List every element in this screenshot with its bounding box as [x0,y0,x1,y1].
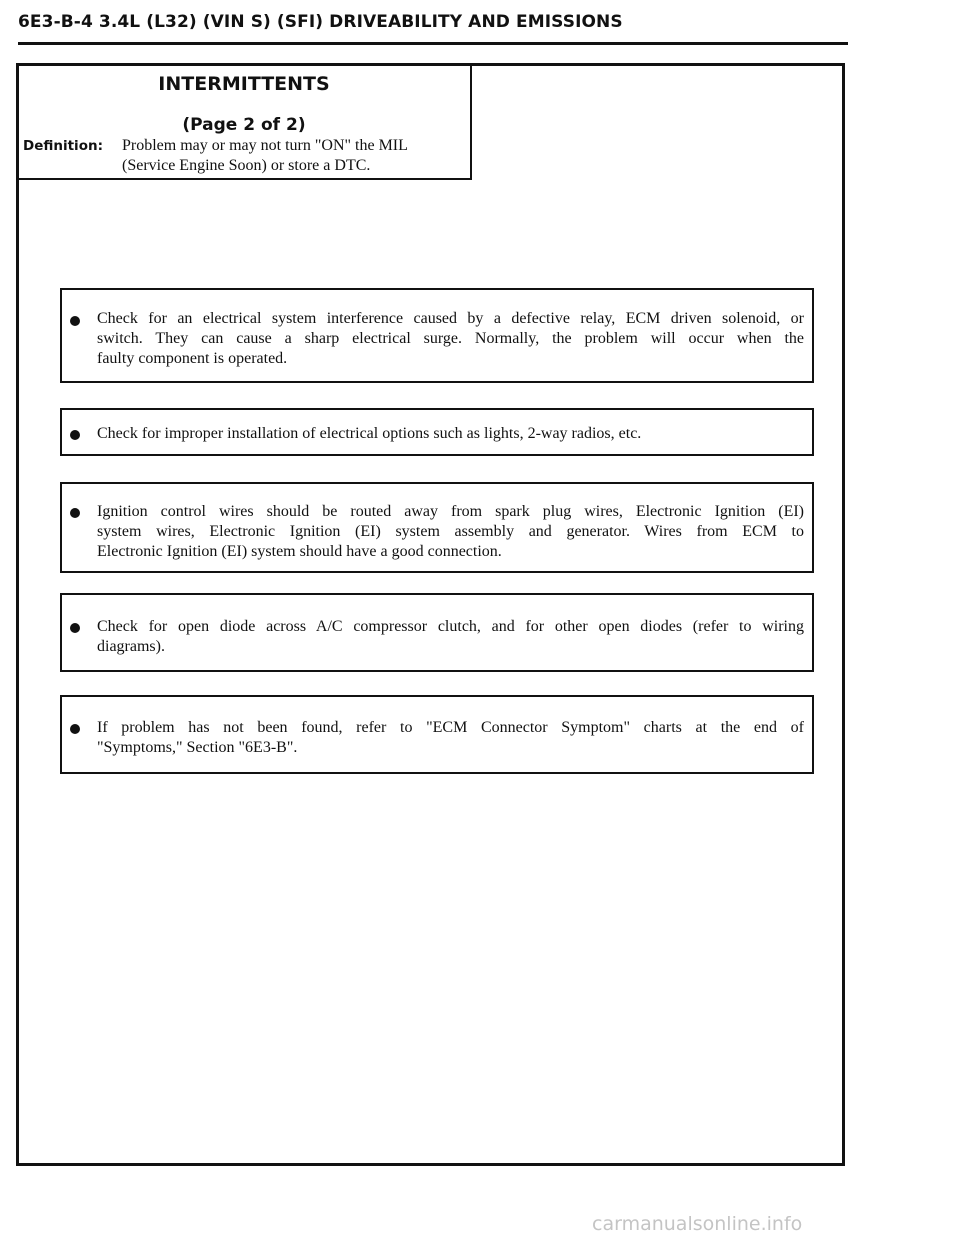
page-indicator: (Page 2 of 2) [182,115,306,135]
watermark-text: carmanualsonline.info [592,1213,803,1235]
step-line: Check for open diode across A/C compressor clutch, and for other open diodes (refer to wiring [97,618,804,635]
definition-text [122,136,467,176]
step-box-1 [60,288,814,383]
definition-line: Problem may or may not turn "ON" the MIL [122,137,408,154]
page-header [18,12,848,45]
bullet-icon [70,623,80,633]
bullet-icon [70,316,80,326]
step-text [97,309,804,369]
step-text [97,617,804,657]
step-box-2 [60,408,814,456]
step-text [97,502,804,562]
page-title: INTERMITTENTS [158,73,330,95]
bullet-icon [70,724,80,734]
definition-label: Definition: [23,138,103,154]
step-line: Ignition control wires should be routed away from spark plug wires, Electronic Ignition (EI) [97,503,804,520]
page-header-text: 6E3-B-4 3.4L (L32) (VIN S) (SFI) DRIVEABILITY AND EMISSIONS [18,12,623,32]
step-box-3 [60,482,814,573]
step-line: diagrams). [97,638,165,655]
step-box-5 [60,695,814,774]
step-text [97,718,804,758]
step-line: "Symptoms," Section "6E3-B". [97,739,298,756]
step-line: switch. They can cause a sharp electrical surge. Normally, the problem will occur when the [97,330,804,347]
definition-line: (Service Engine Soon) or store a DTC. [122,157,371,174]
title-box [16,63,472,180]
step-line: system wires, Electronic Ignition (EI) system assembly and generator. Wires from ECM to [97,523,804,540]
step-box-4 [60,593,814,672]
step-line: Electronic Ignition (EI) system should have a good connection. [97,543,502,560]
step-line: faulty component is operated. [97,350,288,367]
step-text [97,424,804,444]
bullet-icon [70,508,80,518]
step-line: If problem has not been found, refer to "ECM Connector Symptom" charts at the end of [97,719,804,736]
step-line: Check for an electrical system interference caused by a defective relay, ECM driven solenoid, or [97,310,804,327]
bullet-icon [70,430,80,440]
step-line: Check for improper installation of electrical options such as lights, 2-way radios, etc. [97,425,642,442]
